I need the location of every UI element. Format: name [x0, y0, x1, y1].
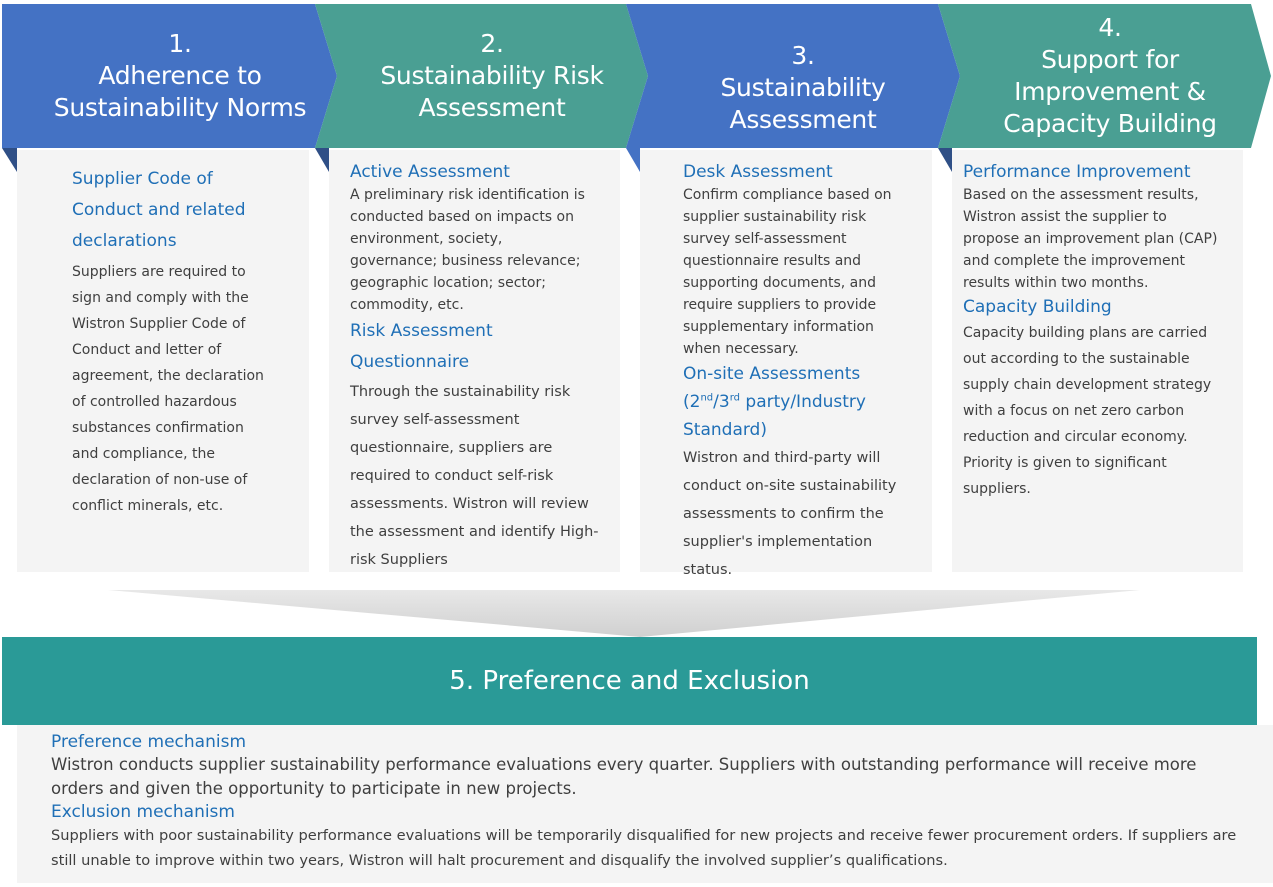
- step-1-heading-line3: declarations: [72, 231, 177, 251]
- step-3-body-b-line: assessments to confirm the: [683, 506, 884, 522]
- step-3-body-a-line: questionnaire results and: [683, 253, 862, 269]
- step-1-body-line: of controlled hazardous: [72, 394, 237, 410]
- step-3-heading-b-line2: [683, 388, 929, 416]
- exclusion-text-line1: Suppliers with poor sustainability performance evaluations will be temporarily disqualified for new projects and receive fewer procurement orders. If suppliers are: [51, 827, 1237, 844]
- step-4-title-line1: Support for: [1041, 45, 1179, 74]
- final-step-title: 5. Preference and Exclusion: [449, 666, 810, 696]
- step-3-heading-b-line3: Standard): [683, 420, 767, 440]
- exclusion-heading: Exclusion mechanism: [51, 802, 235, 822]
- step-3-body-a-line: supplementary information: [683, 319, 874, 335]
- step-4-body-a-line: Based on the assessment results,: [963, 187, 1199, 203]
- step-3-body-a-line: supporting documents, and: [683, 275, 877, 291]
- step-3-body-a-line: survey self-assessment: [683, 231, 847, 247]
- step-2-card: [329, 150, 620, 572]
- party-industry-text: party/Industry: [740, 392, 866, 412]
- step-2-body-b-line: assessments. Wistron will review: [350, 496, 589, 512]
- fold-1: [2, 148, 17, 172]
- funnel-shape: [0, 585, 1273, 640]
- final-step-details: [17, 725, 1273, 883]
- step-4-body-a-line: Wistron assist the supplier to: [963, 209, 1167, 225]
- step-3-body-a-line: Confirm compliance based on: [683, 187, 892, 203]
- step-4-number: 4.: [1098, 13, 1122, 42]
- ordinal-suffix-rd: rd: [729, 392, 740, 404]
- step-4-body-a-line: and complete the improvement: [963, 253, 1185, 269]
- step-2-body-b-line: survey self-assessment: [350, 412, 520, 428]
- step-3-title: [643, 40, 963, 136]
- step-4-heading-a: Performance Improvement: [963, 162, 1191, 182]
- step-3-body-b-line: conduct on-site sustainability: [683, 478, 897, 494]
- step-2-body-b-line: questionnaire, suppliers are: [350, 440, 553, 456]
- step-1-heading-line1: Supplier Code of: [72, 169, 213, 189]
- step-2-body-a-line: A preliminary risk identification is: [350, 187, 585, 203]
- step-4-heading-b: Capacity Building: [963, 297, 1112, 317]
- step-2-body-b-line: required to conduct self-risk: [350, 468, 554, 484]
- step-2-body-b-line: risk Suppliers: [350, 552, 448, 568]
- step-4-title: [955, 12, 1265, 140]
- step-1-heading-line2: Conduct and related: [72, 200, 246, 220]
- step-2-body-a-line: governance; business relevance;: [350, 253, 581, 269]
- step-3-heading-b-line1: On-site Assessments: [683, 364, 861, 384]
- step-1-title-line1: Adherence to: [98, 61, 262, 90]
- step-2-heading-b-line2: Questionnaire: [350, 352, 470, 372]
- step-3-body-a-line: require suppliers to provide: [683, 297, 877, 313]
- step-1-body-line: Wistron Supplier Code of: [72, 316, 246, 332]
- step-1-body-line: agreement, the declaration: [72, 368, 264, 384]
- step-1-body-line: Suppliers are required to: [72, 264, 246, 280]
- step-4-title-line3: Capacity Building: [1003, 109, 1217, 138]
- step-3-body-b-line: Wistron and third-party will: [683, 450, 881, 466]
- step-1-body-line: conflict minerals, etc.: [72, 498, 224, 514]
- step-4-body-a-line: results within two months.: [963, 275, 1149, 291]
- fold-2: [315, 148, 329, 172]
- step-2-body-a-line: conducted based on impacts on: [350, 209, 574, 225]
- preference-text-line2: orders and given the opportunity to participate in new projects.: [51, 779, 577, 798]
- step-3-body-b-line: status.: [683, 562, 733, 578]
- fold-4: [938, 148, 952, 172]
- step-3-heading-a: Desk Assessment: [683, 162, 833, 182]
- step-4-card: [952, 150, 1243, 572]
- step-2-heading-b-line1: Risk Assessment: [350, 321, 493, 341]
- step-1-card: [17, 150, 309, 572]
- step-1-number: 1.: [168, 29, 192, 58]
- ordinal-suffix-nd: nd: [700, 392, 714, 404]
- step-2-title: [332, 28, 652, 124]
- step-2-title-line2: Assessment: [418, 93, 566, 122]
- step-3-title-line2: Assessment: [729, 105, 877, 134]
- step-2-body-a-line: commodity, etc.: [350, 297, 464, 313]
- step-2-title-line1: Sustainability Risk: [380, 61, 604, 90]
- open-paren: (: [683, 392, 690, 412]
- step-2-heading-a: Active Assessment: [350, 162, 510, 182]
- final-step-banner: [2, 637, 1257, 725]
- preference-heading: Preference mechanism: [51, 732, 247, 752]
- step-1-body-line: substances confirmation: [72, 420, 244, 436]
- preference-text-line1: Wistron conducts supplier sustainability performance evaluations every quarter. Suppliers with outstanding performance will receive more: [51, 755, 1197, 774]
- step-3-body-b-line: supplier's implementation: [683, 534, 873, 550]
- step-2-body-b-line: Through the sustainability risk: [350, 384, 571, 400]
- step-4-body-b-line: with a focus on net zero carbon: [963, 403, 1185, 419]
- step-1-body-line: and compliance, the: [72, 446, 215, 462]
- step-4-body-b-line: supply chain development strategy: [963, 377, 1212, 393]
- step-1-title-line2: Sustainability Norms: [53, 93, 307, 122]
- ordinal-2: 2: [689, 392, 701, 412]
- step-2-number: 2.: [480, 29, 504, 58]
- step-1-body-line: declaration of non-use of: [72, 472, 248, 488]
- step-3-body-a-line: when necessary.: [683, 341, 799, 357]
- step-3-card: [640, 150, 932, 578]
- step-4-body-b-line: out according to the sustainable: [963, 351, 1190, 367]
- step-3-body-a-line: supplier sustainability risk: [683, 209, 867, 225]
- fold-3: [626, 148, 640, 172]
- step-2-body-a-line: geographic location; sector;: [350, 275, 546, 291]
- step-2-body-a-line: environment, society,: [350, 231, 503, 247]
- step-4-body-b-line: Capacity building plans are carried: [963, 325, 1208, 341]
- step-4-body-a-line: propose an improvement plan (CAP): [963, 231, 1218, 247]
- step-2-body-b-line: the assessment and identify High-: [350, 524, 599, 540]
- step-3-title-line1: Sustainability: [720, 73, 886, 102]
- step-4-body-b-line: suppliers.: [963, 481, 1031, 497]
- step-3-number: 3.: [791, 41, 815, 70]
- step-1-body-line: Conduct and letter of: [72, 342, 222, 358]
- step-4-title-line2: Improvement &: [1014, 77, 1206, 106]
- step-4-body-b-line: Priority is given to significant: [963, 455, 1167, 471]
- ordinal-3: /3: [713, 392, 730, 412]
- step-1-title: [20, 28, 340, 124]
- step-1-body-line: sign and comply with the: [72, 290, 249, 306]
- exclusion-text-line2: still unable to improve within two years, Wistron will halt procurement and disqualify the involved supplier’s qualifications.: [51, 852, 948, 869]
- step-4-body-b-line: reduction and circular economy.: [963, 429, 1188, 445]
